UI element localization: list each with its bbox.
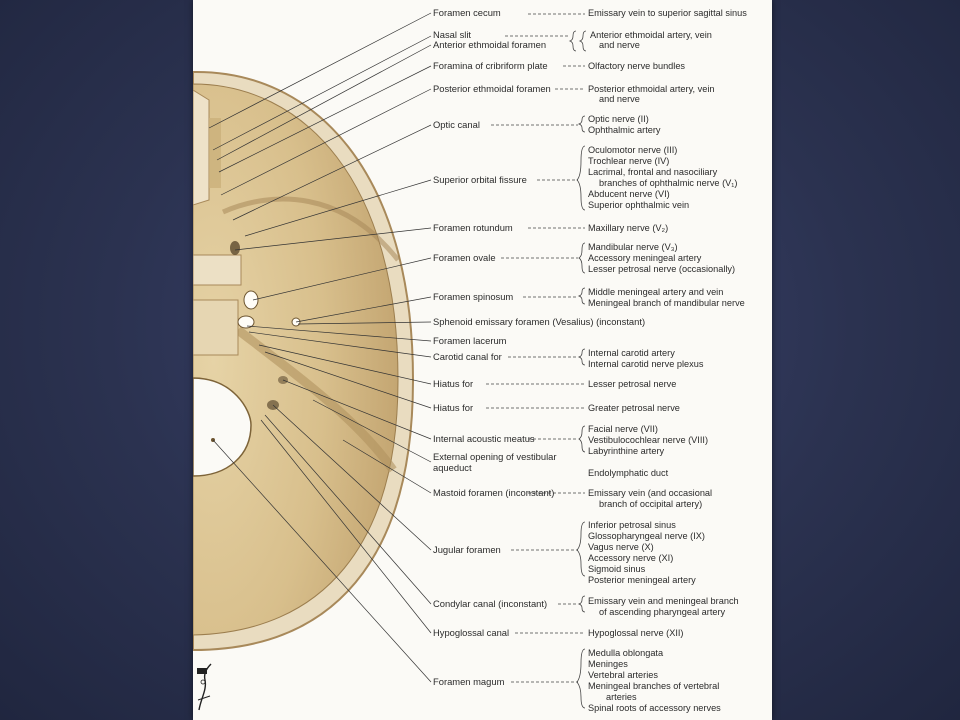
content-mastoid-1: Emissary vein (and occasional <box>588 488 713 498</box>
content-magnum-6: Spinal roots of accessory nerves <box>588 703 721 713</box>
anatomy-plate <box>193 0 772 720</box>
label-optic-canal: Optic canal <box>433 119 480 130</box>
content-carotid-1: Internal carotid artery <box>588 348 675 358</box>
crista-galli <box>193 90 209 205</box>
content-nasal-slit-1: Anterior ethmoidal artery, vein <box>590 30 712 40</box>
content-jugular-2: Glossopharyngeal nerve (IX) <box>588 531 705 541</box>
label-foramen-rotundum: Foramen rotundum <box>433 222 513 233</box>
content-hiatus-lesser: Lesser petrosal nerve <box>588 379 677 389</box>
label-posterior-ethmoidal-foramen: Posterior ethmoidal foramen <box>433 83 551 94</box>
content-hypoglossal: Hypoglossal nerve (XII) <box>588 628 684 638</box>
content-magnum-2: Meninges <box>588 659 628 669</box>
label-jugular-foramen: Jugular foramen <box>433 544 501 555</box>
content-magnum-3: Vertebral arteries <box>588 670 658 680</box>
content-iam-2: Vestibulocochlear nerve (VIII) <box>588 435 709 445</box>
label-foramen-spinosum: Foramen spinosum <box>433 291 514 302</box>
content-jugular-4: Accessory nerve (XI) <box>588 553 674 563</box>
content-jugular-5: Sigmoid sinus <box>588 564 646 574</box>
label-foramina-cribriform-plate: Foramina of cribriform plate <box>433 60 548 71</box>
dash-connectors <box>486 14 585 682</box>
label-hypoglossal-canal: Hypoglossal canal <box>433 627 510 638</box>
content-spinosum-1: Middle meningeal artery and vein <box>588 287 724 297</box>
content-jugular-1: Inferior petrosal sinus <box>588 520 676 530</box>
netter-signature <box>195 660 215 716</box>
content-cribriform: Olfactory nerve bundles <box>588 61 686 71</box>
content-condylar-1: Emissary vein and meningeal branch <box>588 596 739 606</box>
content-magnum-5: arteries <box>606 692 637 702</box>
sella-turcica <box>193 255 241 285</box>
clivus <box>193 300 238 355</box>
content-foramen-cecum: Emissary vein to superior sagittal sinus <box>588 8 747 18</box>
content-sof-3: Lacrimal, frontal and nasociliary <box>588 167 718 177</box>
content-sof-4: branches of ophthalmic nerve (V₁) <box>599 178 738 188</box>
label-mastoid-foramen: Mastoid foramen (inconstant) <box>433 487 555 498</box>
label-anterior-ethmoidal-foramen: Anterior ethmoidal foramen <box>433 39 547 50</box>
label-nasal-slit: Nasal slit <box>433 29 472 40</box>
content-hiatus-greater: Greater petrosal nerve <box>588 403 680 413</box>
content-optic-2: Ophthalmic artery <box>588 125 661 135</box>
content-ovale-3: Lesser petrosal nerve (occasionally) <box>588 264 736 274</box>
label-carotid-canal: Carotid canal for <box>433 351 502 362</box>
content-spinosum-2: Meningeal branch of mandibular nerve <box>588 298 745 308</box>
content-magnum-1: Medulla oblongata <box>588 648 664 658</box>
content-posterior-ethmoidal-1: Posterior ethmoidal artery, vein <box>588 84 715 94</box>
label-superior-orbital-fissure: Superior orbital fissure <box>433 174 527 185</box>
content-iam-1: Facial nerve (VII) <box>588 424 658 434</box>
content-sof-1: Oculomotor nerve (III) <box>588 145 678 155</box>
label-vestibular-aqueduct: External opening of vestibular aqueduct <box>433 451 557 473</box>
label-hiatus-lesser: Hiatus for <box>433 378 474 389</box>
content-rotundum: Maxillary nerve (V₂) <box>588 223 669 233</box>
content-optic-1: Optic nerve (II) <box>588 114 649 124</box>
label-internal-acoustic-meatus: Internal acoustic meatus <box>433 433 535 444</box>
content-posterior-ethmoidal-2: and nerve <box>599 94 640 104</box>
braces <box>570 31 586 708</box>
cribriform-plate <box>209 118 221 188</box>
label-hiatus-greater: Hiatus for <box>433 402 474 413</box>
label-foramen-lacerum: Foramen lacerum <box>433 335 507 346</box>
label-condylar-canal: Condylar canal (inconstant) <box>433 598 548 609</box>
content-vestibular-aqueduct: Endolymphatic duct <box>588 468 669 478</box>
content-nasal-slit-2: and nerve <box>599 40 640 50</box>
content-mastoid-2: branch of occipital artery) <box>599 499 703 509</box>
label-sphenoid-emissary-foramen: Sphenoid emissary foramen (Vesalius) (inconstant) <box>433 316 646 327</box>
content-magnum-4: Meningeal branches of vertebral <box>588 681 720 691</box>
content-carotid-2: Internal carotid nerve plexus <box>588 359 704 369</box>
content-condylar-2: of ascending pharyngeal artery <box>599 607 726 617</box>
label-foramen-cecum: Foramen cecum <box>433 7 501 18</box>
content-sof-5: Abducent nerve (VI) <box>588 189 670 199</box>
content-ovale-1: Mandibular nerve (V₃) <box>588 242 678 252</box>
content-jugular-6: Posterior meningeal artery <box>588 575 696 585</box>
content-iam-3: Labyrinthine artery <box>588 446 665 456</box>
content-sof-2: Trochlear nerve (IV) <box>588 156 670 166</box>
content-ovale-2: Accessory meningeal artery <box>588 253 702 263</box>
content-sof-6: Superior ophthalmic vein <box>588 200 690 210</box>
content-jugular-3: Vagus nerve (X) <box>588 542 654 552</box>
label-foramen-magnum: Foramen magum <box>433 676 505 687</box>
label-foramen-ovale: Foramen ovale <box>433 252 496 263</box>
